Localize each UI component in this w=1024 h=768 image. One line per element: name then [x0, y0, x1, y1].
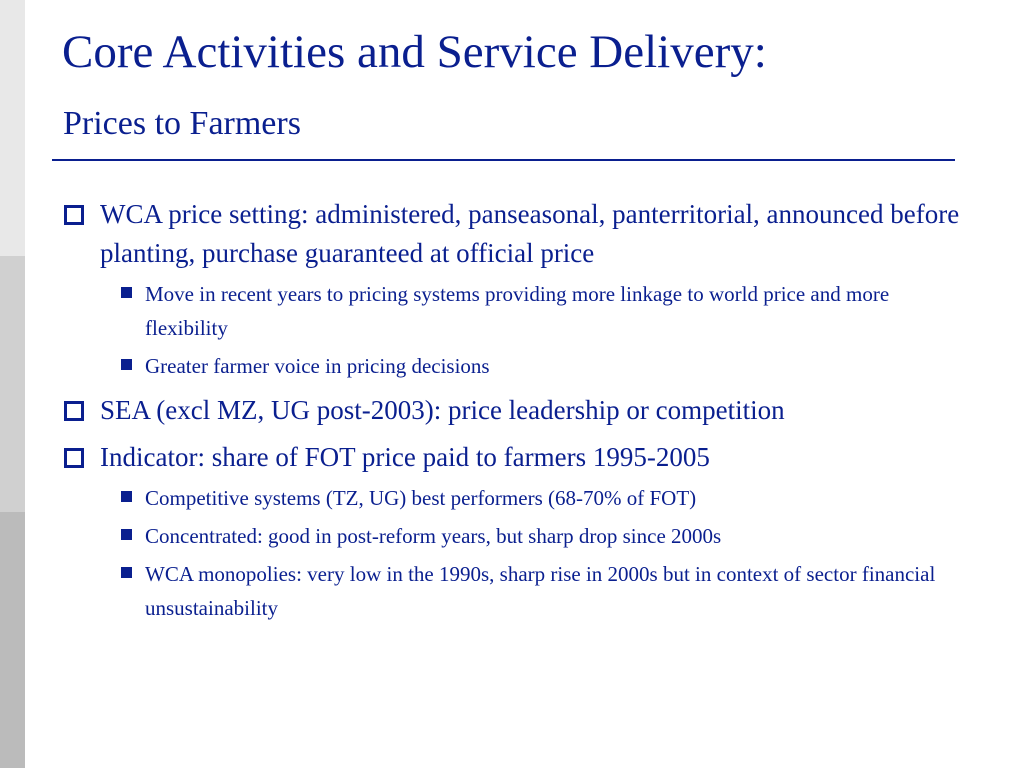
- bullet-text: SEA (excl MZ, UG post-2003): price leadership or competition: [100, 395, 785, 425]
- slide-subtitle: Prices to Farmers: [63, 105, 301, 142]
- left-decorative-bar: [0, 0, 25, 768]
- bullet-text: Indicator: share of FOT price paid to farmers 1995-2005: [100, 442, 710, 472]
- filled-square-bullet-icon: [121, 529, 132, 540]
- bullet-list: [62, 195, 962, 625]
- hollow-square-bullet-icon: [64, 401, 84, 421]
- left-bar-segment-bottom: [0, 512, 25, 768]
- bullet-item: [62, 438, 962, 477]
- hollow-square-bullet-icon: [64, 448, 84, 468]
- bullet-item: [62, 195, 962, 273]
- filled-square-bullet-icon: [121, 567, 132, 578]
- slide-title: Core Activities and Service Delivery:: [62, 26, 767, 78]
- sub-bullet-item: [62, 557, 962, 625]
- bullet-item: [62, 391, 962, 430]
- left-bar-segment-middle: [0, 256, 25, 512]
- sub-bullet-text: Concentrated: good in post-reform years, but sharp drop since 2000s: [145, 524, 722, 548]
- sub-bullet-item: [62, 277, 962, 345]
- sub-bullet-text: Competitive systems (TZ, UG) best performers (68-70% of FOT): [145, 486, 697, 510]
- sub-bullet-item: [62, 349, 962, 383]
- left-bar-segment-top: [0, 0, 25, 256]
- filled-square-bullet-icon: [121, 359, 132, 370]
- filled-square-bullet-icon: [121, 287, 132, 298]
- filled-square-bullet-icon: [121, 491, 132, 502]
- hollow-square-bullet-icon: [64, 205, 84, 225]
- sub-bullet-text: Greater farmer voice in pricing decisions: [145, 354, 490, 378]
- sub-bullet-item: [62, 519, 962, 553]
- bullet-text: WCA price setting: administered, panseasonal, panterritorial, announced before planting, purchase guaranteed at official price: [100, 199, 960, 268]
- sub-bullet-text: WCA monopolies: very low in the 1990s, sharp rise in 2000s but in context of sector financial unsustainability: [145, 562, 936, 620]
- sub-bullet-text: Move in recent years to pricing systems providing more linkage to world price and more flexibility: [145, 282, 890, 340]
- title-divider: [52, 159, 955, 161]
- sub-bullet-item: [62, 481, 962, 515]
